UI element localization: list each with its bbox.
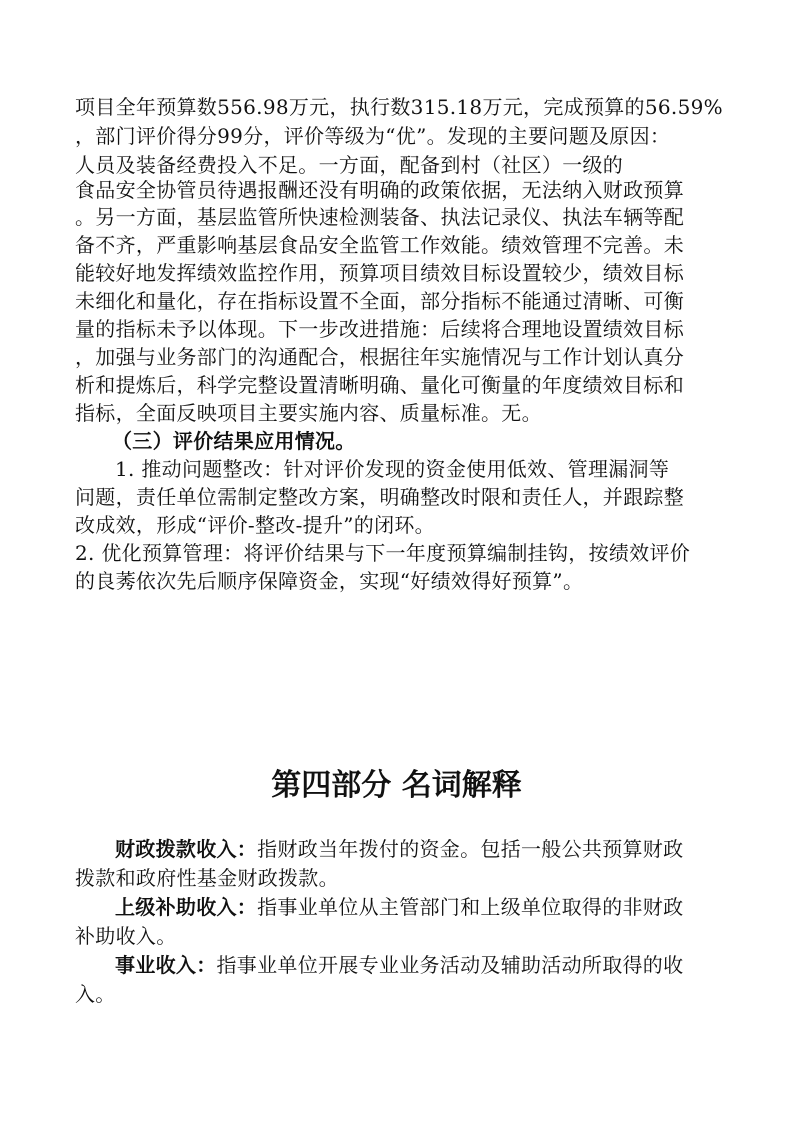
part-title: 第四部分 名词解释 — [271, 768, 522, 803]
list-item-line: 改成效，形成“评价-整改-提升”的闭环。 — [75, 513, 435, 537]
term-definition — [115, 951, 683, 979]
term-text: 补助收入。 — [75, 924, 177, 948]
list-item-line: 2. 优化预算管理：将评价结果与下一年度预算编制挂钩，按绩效评价 — [75, 541, 691, 565]
term-text: 指事业单位从主管部门和上级单位取得的非财政 — [257, 895, 684, 919]
term-text: 拨款和政府性基金财政拨款。 — [75, 866, 339, 890]
body-line: 项目全年预算数556.98万元，执行数315.18万元，完成预算的56.59% — [75, 95, 723, 119]
body-line: 备不齐，严重影响基层食品安全监管工作效能。绩效管理不完善。未 — [75, 233, 684, 257]
term-text: 指事业单位开展专业业务活动及辅助活动所取得的收 — [216, 953, 684, 977]
term-text: 入。 — [75, 982, 116, 1006]
term-label: 财政拨款收入： — [115, 837, 258, 861]
body-line: ，部门评价得分99分，评价等级为“优”。发现的主要问题及原因： — [75, 124, 671, 148]
list-item-line: 1. 推动问题整改：针对评价发现的资金使用低效、管理漏洞等 — [115, 457, 670, 481]
body-line: 析和提炼后，科学完整设置清晰明确、量化可衡量的年度绩效目标和 — [75, 373, 684, 397]
term-label: 上级补助收入： — [115, 895, 258, 919]
body-line: 。另一方面，基层监管所快速检测装备、执法记录仪、执法车辆等配 — [75, 205, 684, 229]
term-label: 事业收入： — [115, 953, 217, 977]
term-text: 指财政当年拨付的资金。包括一般公共预算财政 — [257, 837, 684, 861]
body-line: 量的指标未予以体现。下一步改进措施：后续将合理地设置绩效目标 — [75, 317, 684, 341]
body-line: 食品安全协管员待遇报酬还没有明确的政策依据，无法纳入财政预算 — [75, 178, 684, 202]
body-line: 指标，全面反映项目主要实施内容、质量标准。无。 — [75, 401, 542, 425]
list-item-line: 问题，责任单位需制定整改方案，明确整改时限和责任人，并跟踪整 — [75, 485, 684, 509]
term-definition — [115, 893, 683, 921]
body-line: 未细化和量化，存在指标设置不全面，部分指标不能通过清晰、可衡 — [75, 289, 684, 313]
subheading: （三）评价结果应用情况。 — [112, 429, 356, 453]
term-definition — [115, 835, 683, 863]
body-line: 能较好地发挥绩效监控作用，预算项目绩效目标设置较少，绩效目标 — [75, 261, 684, 285]
body-line: ，加强与业务部门的沟通配合，根据往年实施情况与工作计划认真分 — [75, 345, 684, 369]
list-item-line: 的良莠依次先后顺序保障资金，实现“好绩效得好预算”。 — [75, 569, 584, 593]
body-line: 人员及装备经费投入不足。一方面，配备到村（社区）一级的 — [75, 153, 624, 177]
